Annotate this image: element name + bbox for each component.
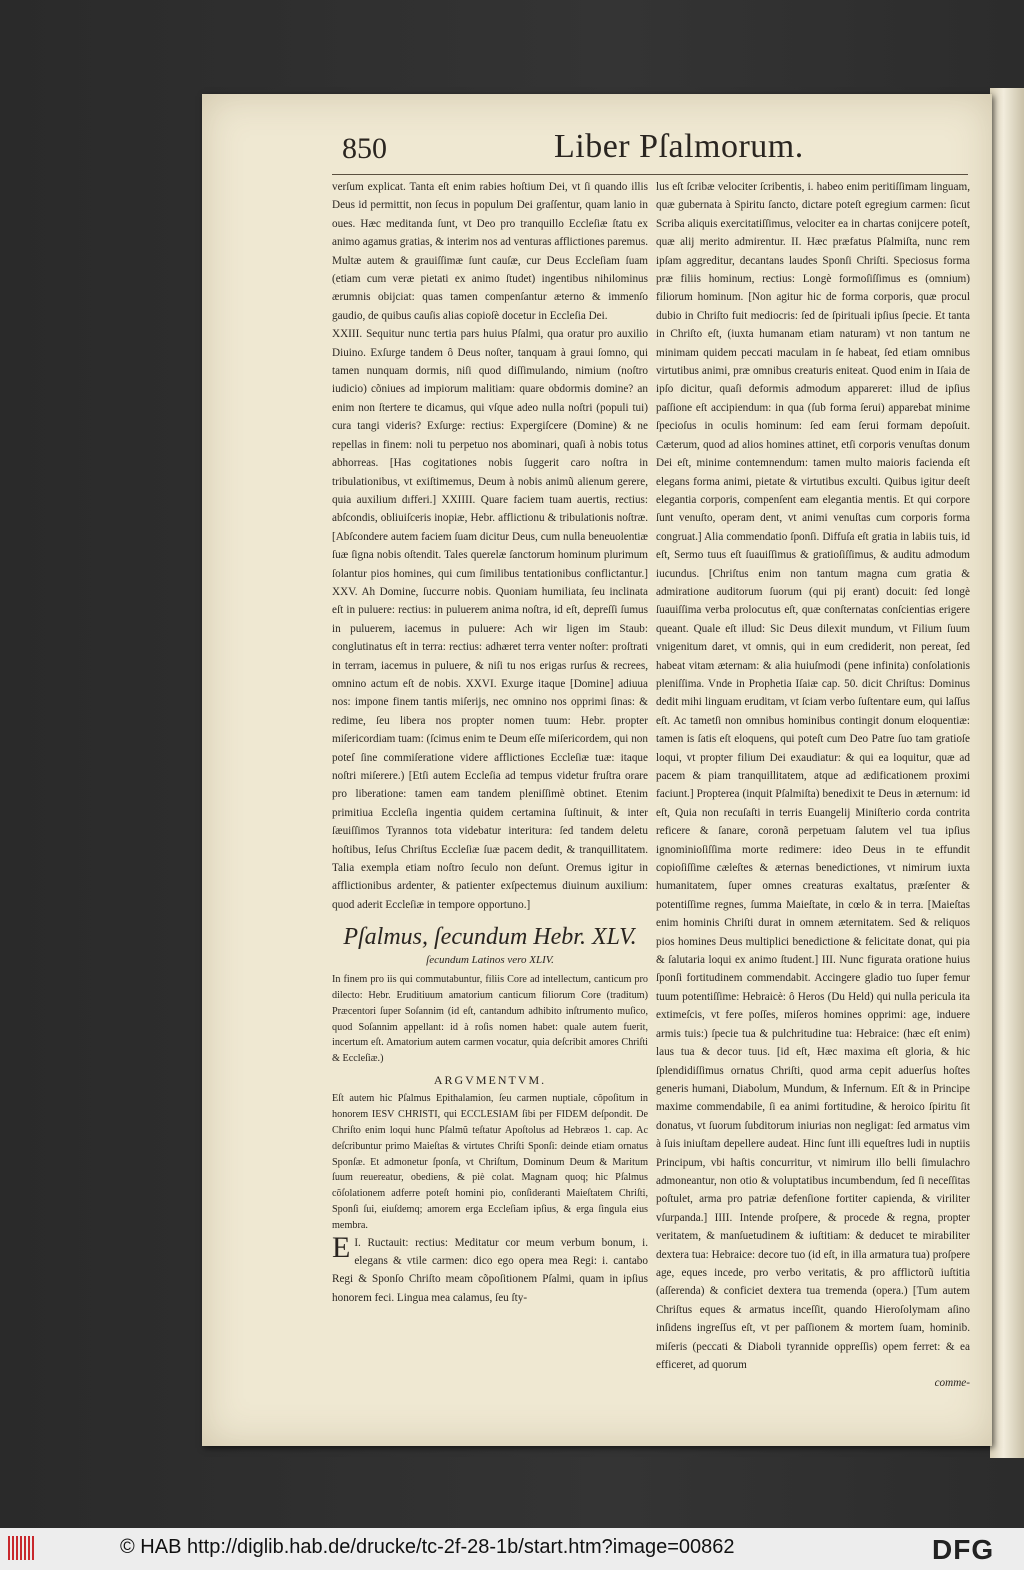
verse-one-text: Ructauit: rectius: Meditatur cor meum verbum bonum, i. elegans & vtile carmen: dico ego opera mea Regi: i. cantabo Regi & Sponſo Chriſto meam cõpoſitionem Pſalmi, quam in ipſius honorem feci. Lingua mea calamus, ſeu ſty- [332,1236,648,1304]
dfg-logo: DFG [932,1534,995,1565]
footer-source-link[interactable]: © HAB http://diglib.hab.de/drucke/tc-2f-28-1b/start.htm?image=00862 [120,1536,735,1558]
argumentum-text: Eſt autem hic Pſalmus Epithalamion, ſeu carmen nuptiale, cõpoſitum in honorem IESV CHRISTI, qui ECCLESIAM ſibi per FIDEM deſpondit. De Chriſto enim loqui hunc Pſalmũ teſtatur Apoſtolus ad Hebræos 1. cap. Ac deſcribuntur primo Maieſtas & virtutes Chriſti Sponſi: deinde etiam ornatus Sponſæ. Et admonetur ſponſa, vt Chriſtum, Dominum Deum & Maritum ſuum reuereatur, obediens, & piè colat. Magnam quoq; hic Pſalmus cõſolationem adferre poteſt homini pio, conſideranti Maieſtatem Chriſti, Sponſi ſui, eiuſdemq; amorem erga Eccleſiam ipſius, & erga ſingula eius membra. [332,1093,648,1231]
header-rule [332,174,968,175]
catchword: comme- [934,1377,970,1390]
left-column [332,178,648,1307]
psalm-subtitle: ſecundum Latinos vero XLIV. [426,954,554,967]
viewer-footer [0,1528,1024,1570]
left-paragraph: XXIII. Sequitur nunc tertia pars huius Pſalmi, qua oratur pro auxilio Diuino. Exſurge tandem ô Deus noſter, tanquam à graui ſomno, qui tamen nunquam dormis, niſi quod diſſimulando, nimium (noſtro iudicio) cõniues ad impiorum malitiam: quare obdormis domine? an enim non ſtertere te dicamus, qui vſque adeo nulla noſtri (populi tui) cura tangi videris? Exſurge: rectius: Expergiſcere (Domine) & ne repellas in finem: noli tu perpetuo nos abominari, quaſi à nobis totus abhorreas. [Has cogitationes nobis ſuggerit caro noſtra in tribulationibus, vt exiſtimemus, Deum à nobis animũ alienum gerere, quia auxilium dıfferi.] XXIIII. Quare faciem tuam auertis, rectius: abſcondis, obliuiſceris inopiæ, Hebr. afflictionu & tribulationis noſtræ. [Abſcondere autem faciem ſuam dicitur Deus, cum nulla beneuolentiæ ſuæ ſigna nobis oſtendit. Tales querelæ ſanctorum hominum plurimum ſolantur pios homines, qui cum ſimilibus tentationibus conflictantur.] XXV. Ah Domine, ſuccurre nobis. Quoniam humiliata, ſeu inclinata eſt in puluere: rectius: in puluerem anima noſtra, id eſt, depreſſi ſumus in puluerem, iacemus in puluere: Ach wir ligen im Staub: conglutinatus eſt in terra: rectius: adhæret terra venter noſter: proſtrati in terram, iacemus in puluere, & niſi tu nos erigas rurſus & recrees, omnino actum eſt de nobis. XXVI. Exurge itaque [Domine] adiuua nos: impone finem tantis miſerijs, nec omnino nos opprimi ſinas: & redime, ſeu libera nos propter nomen tuum: Hebr. propter miſericordiam tuam: (ſcimus enim te Deum eſſe miſericordem, qui non poteſ ſine commiſeratione videre afflictiones Eccleſiæ tuæ: itaque noſtri miſerere.) [Etſi autem Eccleſia ad tempus videtur fruſtra orare pro liberatione: tamen eam tandem pleniſſimè obtinet. Etenim primitiua Eccleſia ingentia quidem certamina ſuſtinuit, & inter ſæuiſſimos Tyrannos tota videbatur interitura: ſed tandem deletu hoſtibus, Ieſus Chriſtus Eccleſiæ ſuæ pacem dedit, & tranquillitatem. Talia exempla etiam noſtro ſeculo non deſunt. Oremus igitur in afflictionibus ardenter, & patienter exſpectemus diuinum auxilium: quod aderit Eccleſiæ in tempore opportuno.] [332,328,648,911]
drop-cap: E [332,1230,351,1264]
psalm-title: Pſalmus, ſecundum Hebr. XLV. [343,924,637,951]
hab-logo-icon [8,1536,40,1562]
verse-one [332,1230,648,1308]
book-page [202,94,992,1446]
running-title: Liber Pſalmorum. [554,128,804,165]
page-edge [990,88,1024,1458]
argumentum-heading: ARGVMENTVM. [433,1073,547,1088]
folio-number: 850 [342,132,387,165]
left-paragraph: verſum explicat. Tanta eſt enim rabies hoſtium Dei, vt ſi quando illis Deus id permittit, non ſecus in populum Dei graſſentur, quam lanio in oues. Hæc meditanda ſunt, vt Deo pro tranquillo Eccleſiæ ſtatu ex animo agamus gratias, & interim nos ad venturas afflictiones paremus. Multæ autem & grauiſſimæ ſunt cauſæ, cur Deus Eccleſiam ſuam (etiam cum veræ pietati ex animo ſtudet) ingentibus nihilominus ærumnis obijciat: quas tamen compenſantur æterno & immenſo gaudio, de quibus cauſis alias copioſè docetur in Eccleſia Dei. [332,181,648,322]
right-paragraph: lus eſt ſcribæ velociter ſcribentis, i. habeo enim peritiſſimam linguam, quæ gubernata à Spiritu ſancto, dictare poteſt egregium carmen: ſicut Scriba aliquis exercitatiſſimus, velociter ea in chartas conijcere poteſt, quæ alij merito admirentur. II. Hæc præfatus Pſalmiſta, nunc rem ipſam aggreditur, decantans laudes Sponſi Chriſti. Speciosus forma præ filiis hominum, rectius: Longè formoſiſſimus es (omnium) filiorum hominum. [Non agitur hic de forma corporis, quæ procul dubio in Chriſto fuit mediocris: ſed de ſpirituali ipſius ſpecie. Et tanta in Chriſto eſt, (iuxta humanam etiam naturam) vt non tantum ne minimam quidem peccati maculam in ſe habeat, ſed etiam omnibus virtutibus animi, præ omnibus creaturis eniteat. Quod enim in Iſaia de ipſo dicitur, quaſi deformis admodum appareret: illud de ipſius paſſione eſt accipiendum: in qua (ſub forma ſerui) apparebat minime ſpecioſus in oculis hominum: ſed eam ſerui formam depoſuit. Cæterum, quod ad alios homines attinet, etſi corporis venuſtas donum Dei eſt, minime contemnendum: tamen multo maioris facienda eſt elegans forma animi, pietate & virtutibus exculti. Quibus igitur deeſt elegantia corporis, compenſent eam elegantia mentis. Et qui corpore ſunt venuſto, operam dent, vt animi venuſtas cum corporis forma congruat.] Alia commendatio ſponſi. Diffuſa eſt gratia in labiis tuis, id eſt, Sermo tuus eſt ſuauiſſimus & gratioſiſſimus, & auditu admodum iucundus. [Chriſtus enim non tantum magna cum gratia & admiratione auditorum ſuorum (qui pij erant) docuit: ſed longè ſuauiſſima verba prolocutus eſt, quæ conſternatas conſcientias erigere queant. Quale eſt illud: Sic Deus dilexit mundum, vt Filium ſuum vnigenitum daret, vt omnis, qui in eum crediderit, non pereat, ſed habeat vitam æternam: & alia huiuſmodi (pene infinita) conſolationis pleniſſima. Vnde in Prophetia Iſaiæ cap. 50. dicit Chriſtus: Dominus dedit mihi linguam eruditam, vt ſciam verbo ſuſtentare eum, qui laſſus eſt. Ac tametſi non omnibus hominibus contingit donum eloquentiæ: tamen is ſatis eſt eloquens, qui poteſt cum Deo Patre ſuo tam gratioſe loqui, vt propter filium Dei exaudiatur: & qui ea loquitur, quæ ad pacem & piam tranquillitatem, atque ad ædificationem proximi faciunt.] Propterea (inquit Pſalmiſta) benedixit te Deus in æternum: id eſt, Quia non recuſaſti in terris Euangelij Miniſterio corda contrita reficere & ſanare, coronã perpetuam ſalutem vel tua ipſius ignominioſiſſima morte redimere: ideo Deus in te effundit copioſiſſime cæleſtes & æternas benedictiones, vt nimirum iuxta humanitatem, ſuper omnes creaturas exaltatus, præſenter & potentiſſime regnes, ſumma Maieſtate, in cœlo & in terra. [Maieſtas enim hominis Chriſti durat in omnem æternitatem. Sed & reliquos pios homines Deus multiplici benedictione & felicitate donat, qui pia & ſalutaria loqui ex animo ſtudent.] III. Nunc figurata oratione huius ſponſi fortitudinem commendabit. Accingere gladio tuo ſuper femur tuum potentiſſime: Hebraicè: ô Heros (Du Held) qui nulla pericula ita extimeſcis, vt fere poſſes, miſeros homines opprimi: age, induere armis tuis:) ſpecie tua & pulchritudine tua: Hebraice: (hæc eſt enim) laus tua & decor tuus. [id eſt, Hæc maxima eſt gloria, & hic ſplendidiſſimus ornatus Chriſti, quod arma cepit aduerſus hoſtes generis humani, Diabolum, Mundum, & Infernum. Eſt & in Principe maxime commendabile, ſi ea animi fortitudine, & heroico ſpiritu ſit donatus, vt ſuorum ſubditorum iniurias non negligat: ſed armatus vim à ſuis iniuſtam depellere audeat. Hinc ſunt illi equeſtres ludi in nuptiis Principum, vbi haſtis concurritur, vt nimirum illo belli ſimulachro admoneantur, non otio & voluptatibus incumbendum, ſed ſi neceſſitas poſtulet, arma pro patriæ defenſione fortiter capienda, & viriliter vſurpanda.] IIII. Intende proſpere, & procede & regna, propter veritatem, & manſuetudinem & iuſtitiam: & deducet te mirabiliter dextera tua: Hebraice: decore tuo (id eſt, in illa armatura tua) proſpere age, eques incede, pro verbo veritatis, & pro afflictorũ iuſtitia (aſſerenda) & conficiet dextera tua tremenda (opera.) [Tum autem Chriſtus eques & armatus inceſſit, quando Hieroſolymam aſino inſidens ingreſſus eſt, vt per paſſionem & mortem ſuam, hominib. miſeris (peccati & Diaboli tyrannide oppreſſis) opem ferret: & ea efficeret, ad quorum [656,181,970,1371]
right-column [656,178,970,1393]
psalm-heading: In finem pro iis qui commutabuntur, filiis Core ad intellectum, canticum pro dilecto: Hebr. Eruditiuum amatorium canticum filiorum Core (traditum) Præcentori ſuper Soſannim (id eſt, cantandum adhibito inſtrumento muſico, quod Soſannim appellant: id à roſis nomen habet: quale autem fuerit, incertum eſt. Amatorium autem carmen vocatur, quia deſcribit amores Chriſti & Eccleſiæ.) [332,974,648,1065]
verse-number: I. [354,1236,361,1249]
